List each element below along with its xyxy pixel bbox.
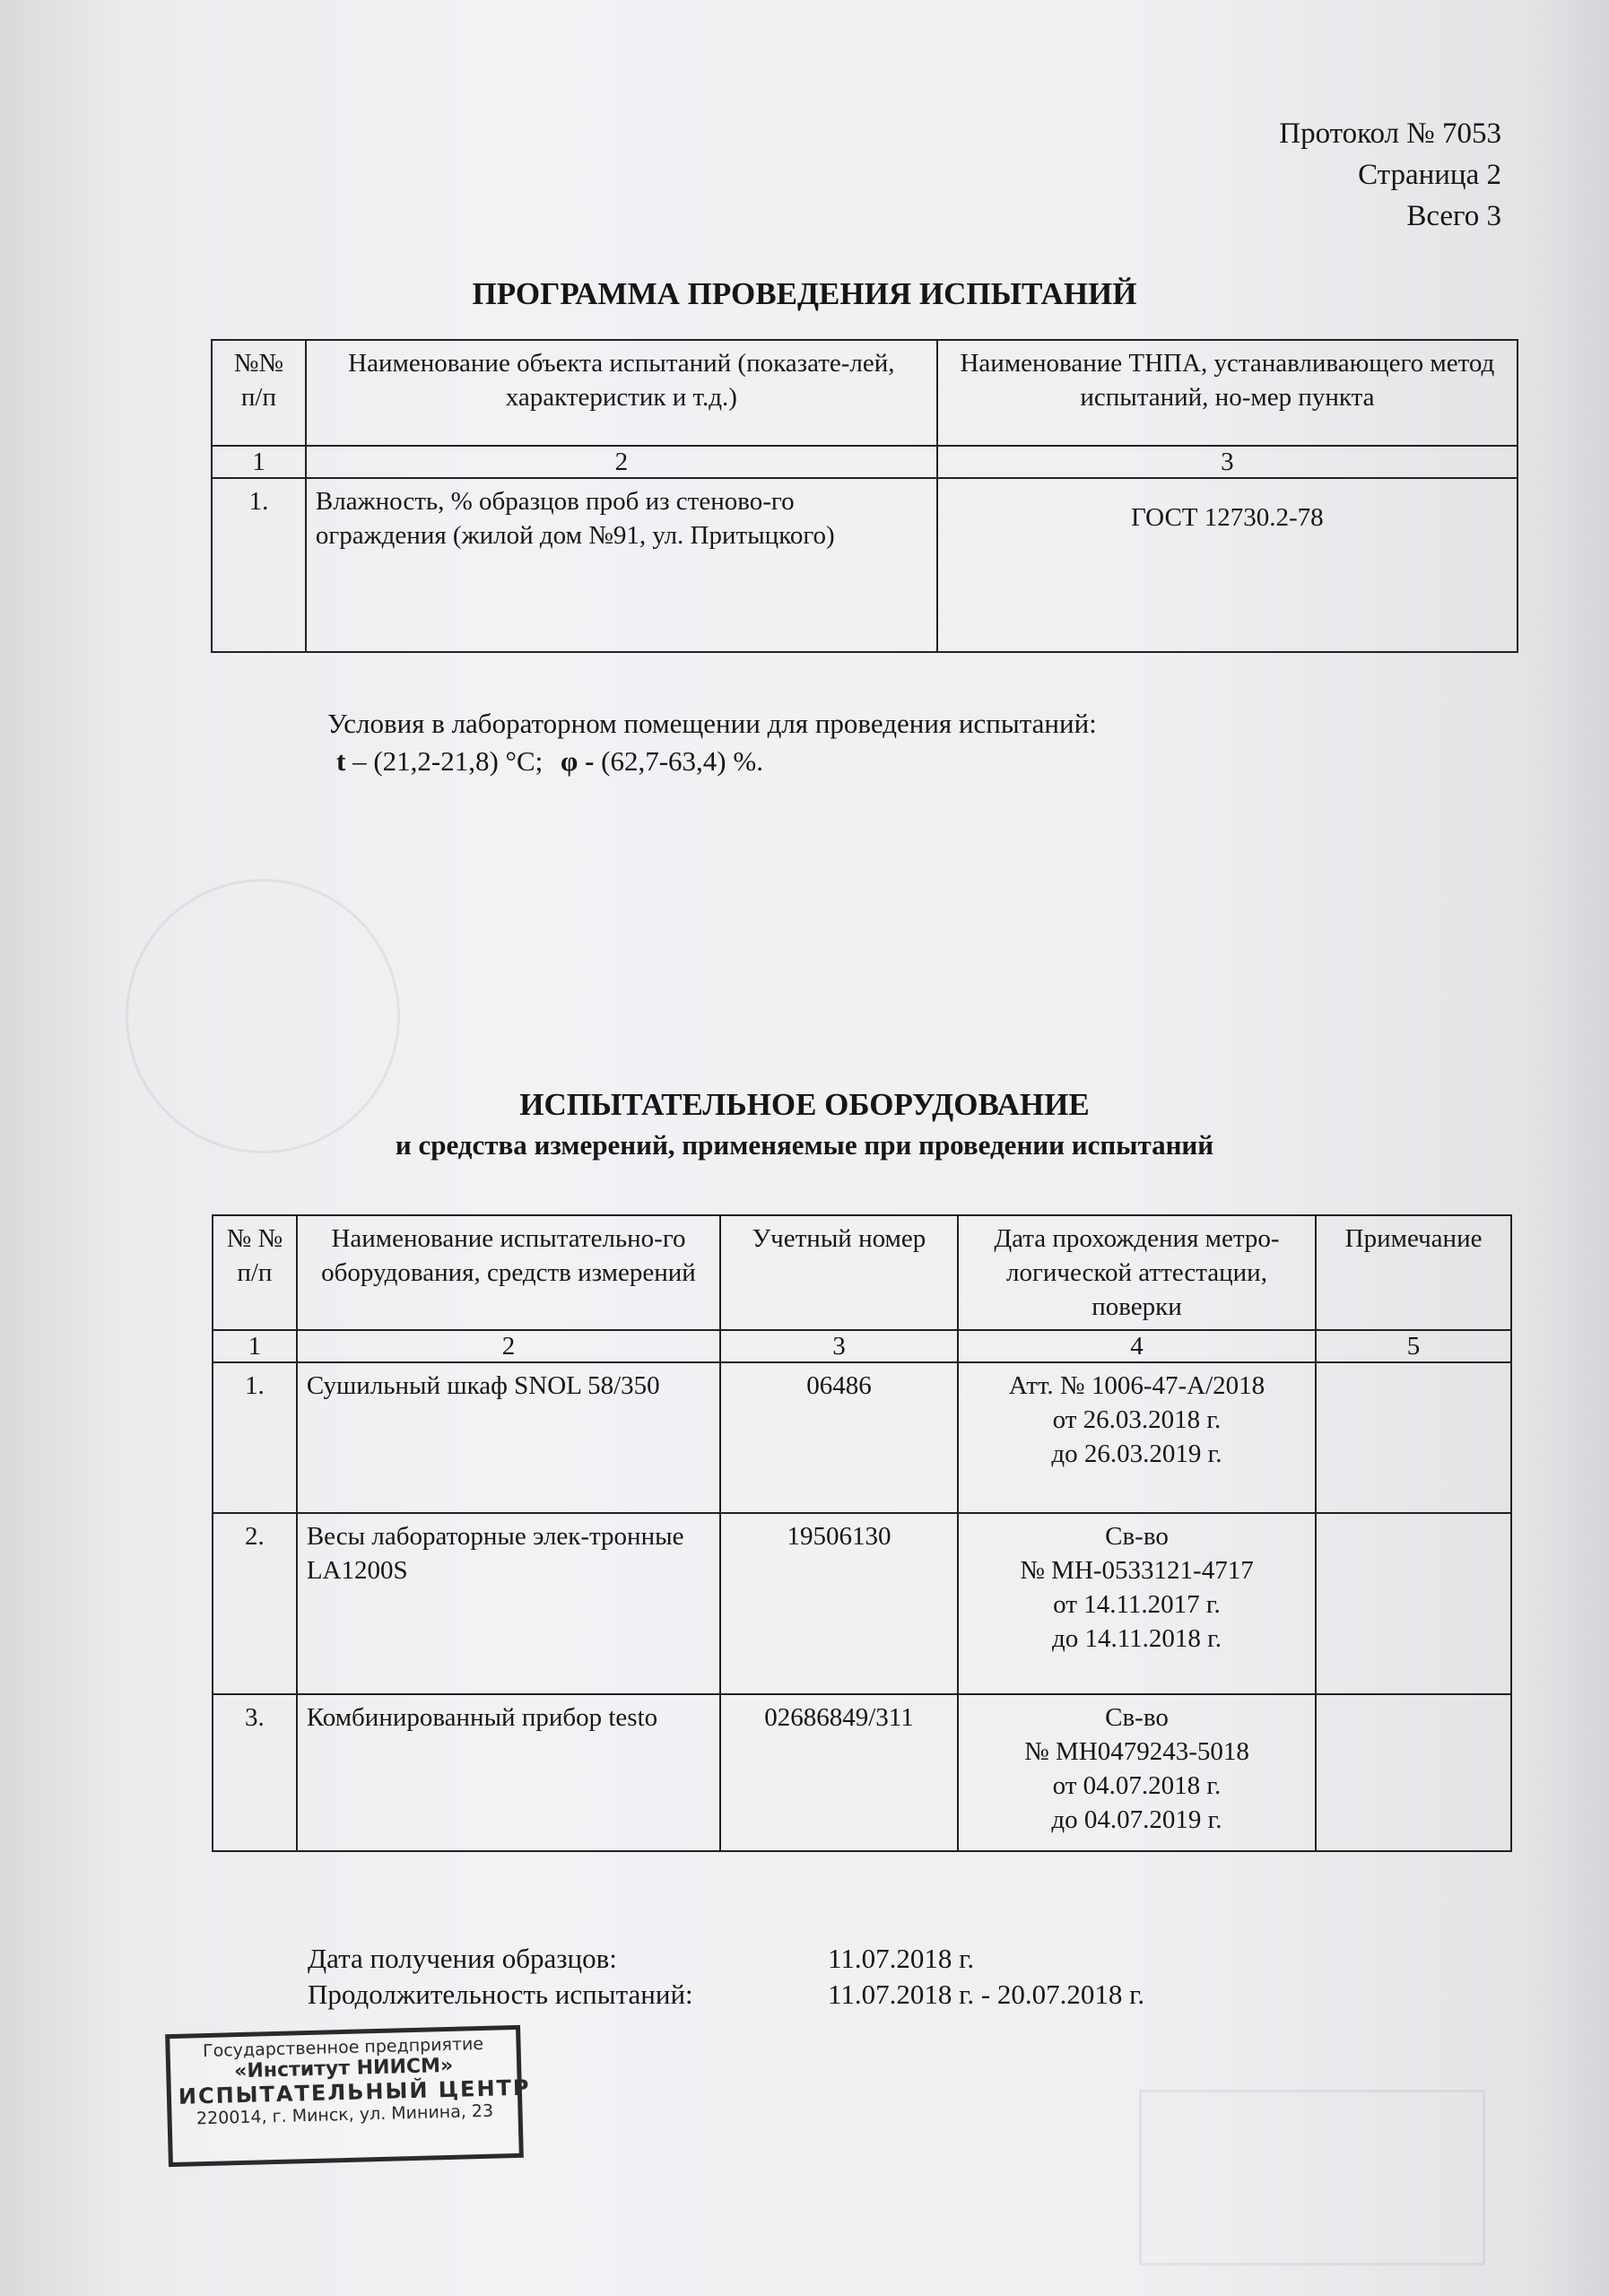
stamp-line: Государственное предприятие — [202, 2033, 484, 2062]
equipment-header-num: № № п/п — [213, 1215, 297, 1330]
column-number: 3 — [720, 1330, 958, 1362]
calibration-line: от 14.11.2017 г. — [1053, 1590, 1221, 1619]
column-number: 2 — [306, 446, 937, 478]
program-header-tnpa: Наименование ТНПА, устанавливающего метод испытаний, но-мер пункта — [937, 340, 1518, 446]
table-row — [212, 478, 1518, 652]
duration-value: 11.07.2018 г. - 20.07.2018 г. — [828, 1979, 1145, 2010]
column-number: 2 — [297, 1330, 720, 1362]
calibration-date — [958, 1694, 1316, 1851]
received-row — [308, 1941, 1144, 1977]
received-label: Дата получения образцов: — [308, 1943, 617, 1974]
test-object: Влажность, % образцов проб из стеново-го ограждения (жилой дом №91, ул. Притыцкого) — [306, 478, 937, 652]
received-value: 11.07.2018 г. — [828, 1943, 975, 1974]
humidity-label: φ - — [560, 745, 595, 777]
program-header-object: Наименование объекта испытаний (показате-лей, характеристик и т.д.) — [306, 340, 937, 446]
row-number: 3. — [213, 1694, 297, 1851]
humidity-value: (62,7-63,4) %. — [601, 745, 763, 777]
show-through-shadow — [1139, 2090, 1485, 2266]
stamp-line: «Институт НИИСМ» — [233, 2054, 454, 2083]
program-title: ПРОГРАММА ПРОВЕДЕНИЯ ИСПЫТАНИЙ — [472, 276, 1137, 311]
lab-conditions — [327, 705, 1097, 780]
program-header-num: №№ п/п — [212, 340, 306, 446]
equipment-header-note: Примечание — [1316, 1215, 1511, 1330]
equipment-header-account: Учетный номер — [720, 1215, 958, 1330]
equipment-header-name: Наименование испытательно-го оборудования, средств измерений — [297, 1215, 720, 1330]
note-cell — [1316, 1513, 1511, 1694]
table-row — [213, 1362, 1511, 1513]
calibration-date — [958, 1513, 1316, 1694]
temperature-label: t — [336, 745, 346, 777]
calibration-line: Атт. № 1006-47-А/2018 — [1008, 1371, 1265, 1400]
sample-dates — [308, 1941, 1144, 2013]
account-number: 06486 — [720, 1362, 958, 1513]
institution-stamp — [165, 2025, 531, 2167]
calibration-line: до 26.03.2019 г. — [1051, 1439, 1222, 1468]
row-number: 2. — [213, 1513, 297, 1694]
account-number: 02686849/311 — [720, 1694, 958, 1851]
table-row — [213, 1513, 1511, 1694]
program-column-numbers — [212, 446, 1518, 478]
row-number: 1. — [212, 478, 306, 652]
calibration-line: Св-во — [1105, 1703, 1169, 1732]
page-total: Всего 3 — [1406, 200, 1501, 232]
duration-label: Продолжительность испытаний: — [308, 1979, 693, 2010]
program-table-header-row — [212, 340, 1518, 446]
column-number: 5 — [1316, 1330, 1511, 1362]
temperature-value: – (21,2-21,8) °С; — [352, 745, 544, 777]
table-row — [213, 1694, 1511, 1851]
row-number: 1. — [213, 1362, 297, 1513]
calibration-line: от 04.07.2018 г. — [1052, 1771, 1222, 1800]
calibration-line: до 14.11.2018 г. — [1051, 1624, 1222, 1653]
program-table — [211, 339, 1518, 653]
equipment-name: Весы лабораторные элек-тронные LA1200S — [297, 1513, 720, 1694]
conditions-text: Условия в лабораторном помещении для проведения испытаний: — [327, 708, 1097, 739]
stamp-line: ИСПЫТАТЕЛЬНЫЙ ЦЕНТР — [178, 2074, 531, 2109]
equipment-column-numbers — [213, 1330, 1511, 1362]
equipment-header-date: Дата прохождения метро-логической аттестации, поверки — [958, 1215, 1316, 1330]
tnpa-standard: ГОСТ 12730.2-78 — [937, 478, 1518, 652]
equipment-name: Сушильный шкаф SNOL 58/350 — [297, 1362, 720, 1513]
note-cell — [1316, 1362, 1511, 1513]
calibration-line: от 26.03.2018 г. — [1052, 1405, 1222, 1434]
column-number: 3 — [937, 446, 1518, 478]
equipment-name: Комбинированный прибор testo — [297, 1694, 720, 1851]
calibration-line: № МН0479243-5018 — [1024, 1737, 1249, 1766]
protocol-header — [1279, 113, 1501, 237]
equipment-title: ИСПЫТАТЕЛЬНОЕ ОБОРУДОВАНИЕ — [519, 1087, 1090, 1122]
equipment-subtitle: и средства измерений, применяемые при проведении испытаний — [395, 1129, 1214, 1161]
protocol-number: Протокол № 7053 — [1279, 117, 1501, 150]
page-number: Страница 2 — [1358, 159, 1501, 191]
column-number: 4 — [958, 1330, 1316, 1362]
duration-row — [308, 1977, 1144, 2013]
stamp-line: 220014, г. Минск, ул. Минина, 23 — [196, 2100, 494, 2129]
account-number: 19506130 — [720, 1513, 958, 1694]
calibration-line: № МН-0533121-4717 — [1020, 1556, 1254, 1585]
column-number: 1 — [212, 446, 306, 478]
calibration-line: до 04.07.2019 г. — [1051, 1805, 1222, 1834]
note-cell — [1316, 1694, 1511, 1851]
column-number: 1 — [213, 1330, 297, 1362]
calibration-date — [958, 1362, 1316, 1513]
calibration-line: Св-во — [1105, 1522, 1169, 1551]
equipment-table — [212, 1214, 1512, 1852]
equipment-table-header-row — [213, 1215, 1511, 1330]
